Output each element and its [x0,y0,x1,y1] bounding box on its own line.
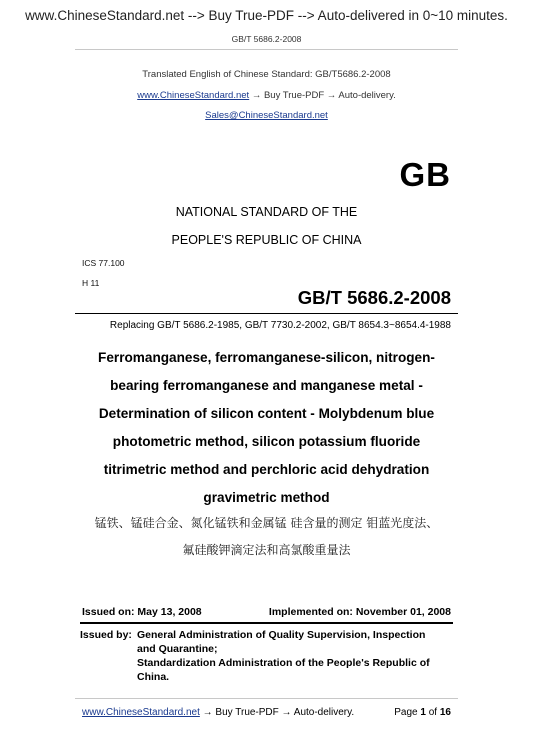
issue-divider [80,622,453,624]
footer-site-link[interactable]: www.ChineseStandard.net [82,707,200,718]
promo-email-line [0,110,533,121]
promo-site-link[interactable]: www.ChineseStandard.net [137,90,250,101]
page-of-label: of [428,707,438,718]
translated-note: Translated English of Chinese Standard: GB/T5686.2-2008 [142,69,391,80]
national-standard-line1: NATIONAL STANDARD OF THE [175,205,358,219]
ics-code: ICS 77.100 [82,258,125,268]
issued-by-text [137,628,457,684]
title-line: bearing ferromanganese and manganese metal - [110,378,423,393]
page-total: 16 [439,707,451,718]
title-line: gravimetric method [203,490,330,505]
chinese-title-line: 氟硅酸钾滴定法和高氯酸重量法 [182,543,351,557]
promo-line [0,90,533,101]
issuer-line: China. [137,671,170,683]
implemented-on-date: Implemented on: November 01, 2008 [268,606,451,618]
ccs-code: H 11 [82,278,100,288]
promo-rest: → Buy True-PDF → Auto-delivery. [249,90,396,101]
issued-by-block [80,628,457,684]
footer-promo [82,707,354,718]
sales-email-link[interactable]: Sales@ChineseStandard.net [205,110,328,121]
issued-by-label: Issued by: [80,629,132,641]
page-number: 1 [420,707,426,718]
page-label: Page [394,707,418,718]
standard-number: GB/T 5686.2-2008 [297,287,451,308]
issuer-line: Standardization Administration of the People's Republic of [137,657,430,669]
title-line: titrimetric method and perchloric acid dehydration [103,462,430,477]
standard-number-rule [75,313,458,314]
title-line: Ferromanganese, ferromanganese-silicon, nitrogen- [98,350,435,365]
issuer-line: and Quarantine; [137,643,218,655]
footer-divider [75,698,458,699]
title-line: photometric method, silicon potassium fluoride [112,434,421,449]
page-indicator [394,707,451,718]
title-line: Determination of silicon content - Molybdenum blue [98,406,435,421]
issuer-line: General Administration of Quality Supervision, Inspection [137,629,426,641]
national-standard-line2: PEOPLE'S REPUBLIC OF CHINA [171,233,362,247]
chinese-title-line: 锰铁、锰硅合金、氮化锰铁和金属锰 硅含量的测定 钼蓝光度法、 [94,516,439,530]
gb-mark: GB [399,156,451,193]
issued-on-date: Issued on: May 13, 2008 [82,606,202,618]
document-title [70,344,463,512]
header-doc-code: GB/T 5686.2-2008 [231,34,302,44]
replacing-note: Replacing GB/T 5686.2-1985, GB/T 7730.2-2002, GB/T 8654.3~8654.4-1988 [109,320,451,331]
header-divider [75,49,458,50]
top-banner: www.ChineseStandard.net --> Buy True-PDF --> Auto-delivered in 0~10 minutes. [25,8,508,23]
footer-promo-rest: → Buy True-PDF → Auto-delivery. [199,707,355,718]
